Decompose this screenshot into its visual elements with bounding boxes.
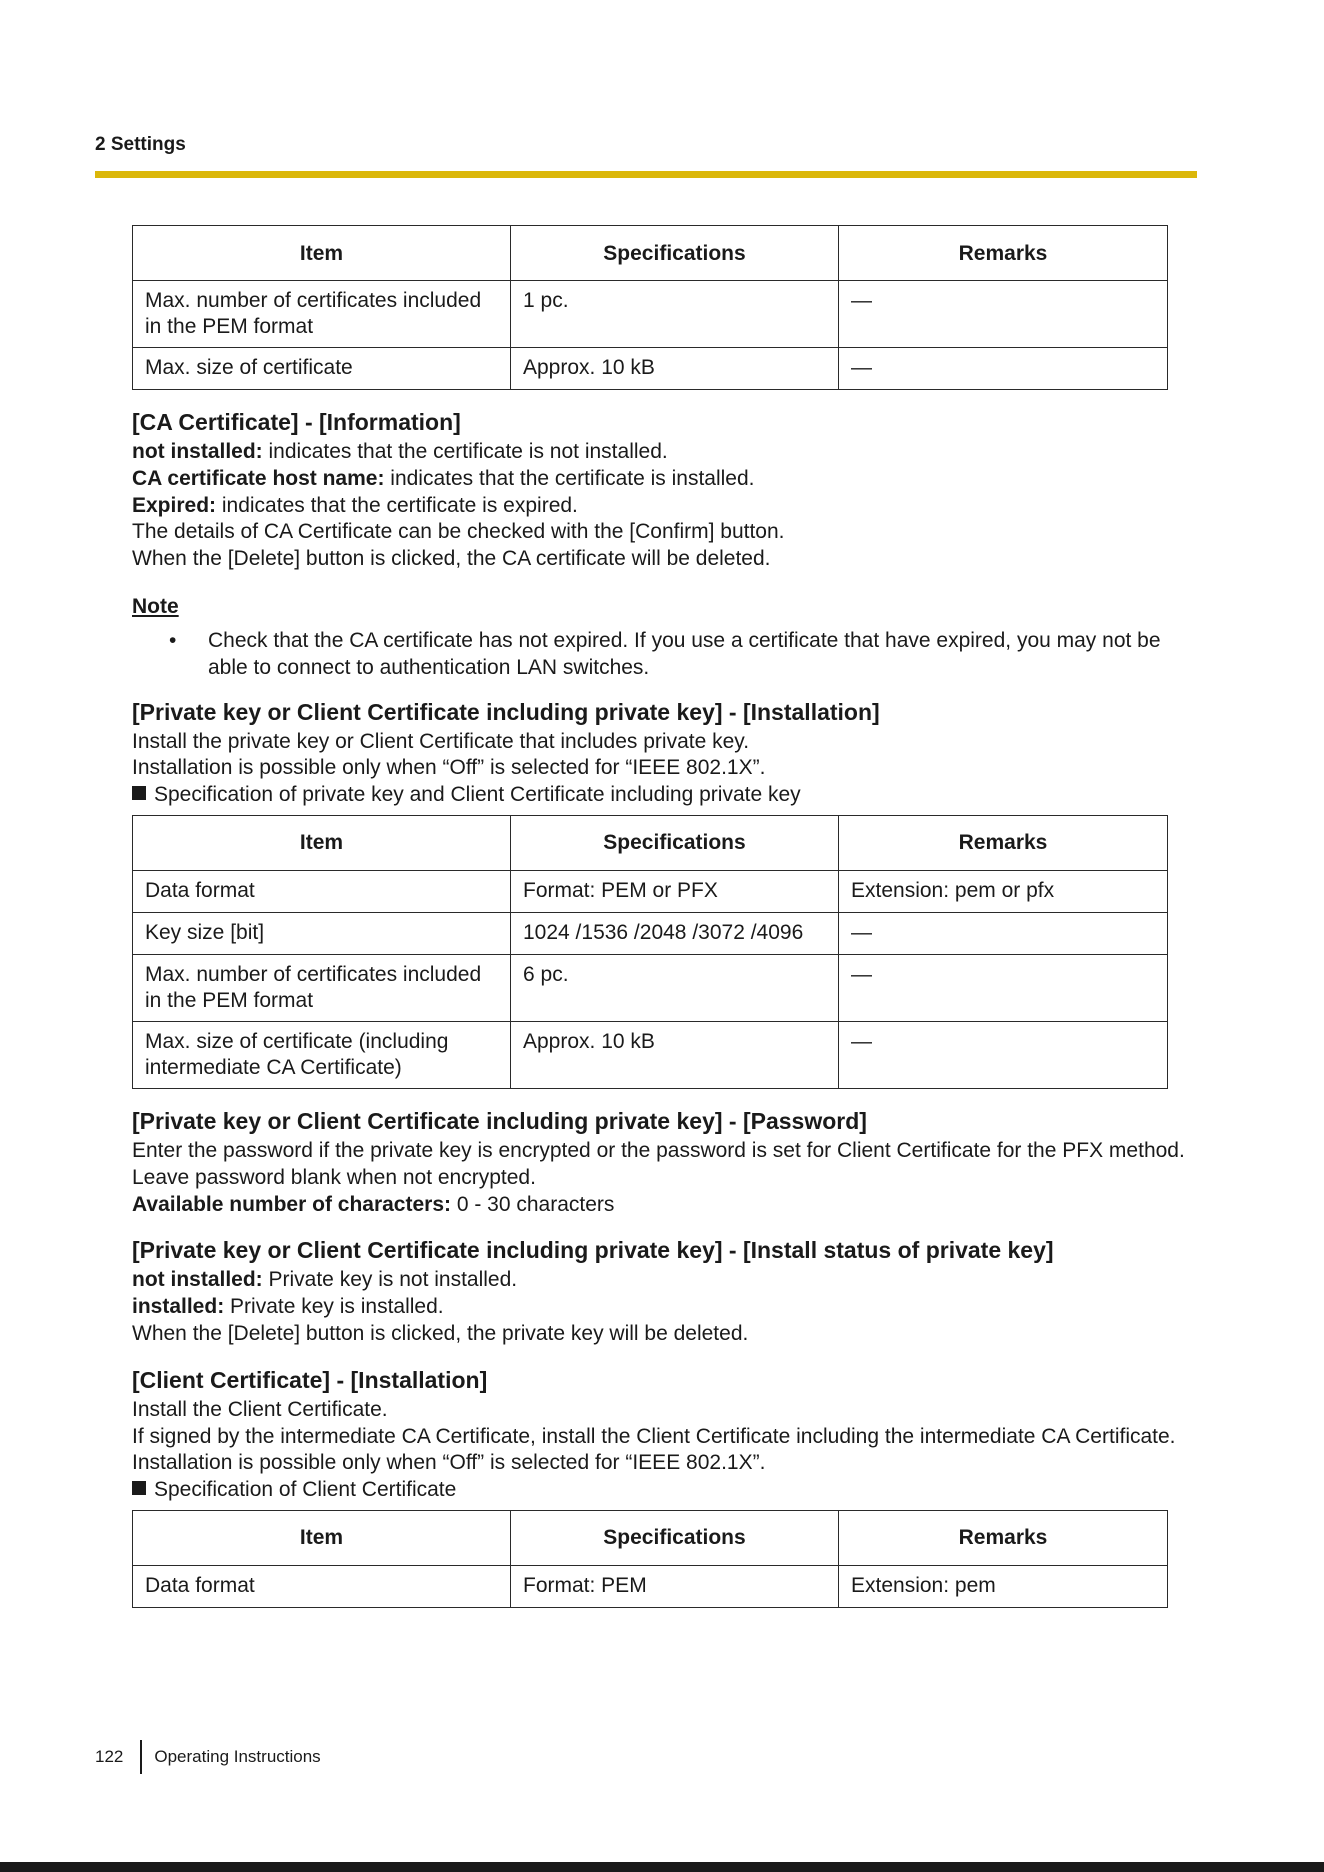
column-header-remarks: Remarks — [839, 226, 1168, 281]
column-header-remarks: Remarks — [839, 1510, 1168, 1565]
table-cell: 6 pc. — [511, 954, 839, 1021]
text-line — [132, 493, 1192, 520]
bullet-icon: • — [169, 628, 177, 652]
table-cell: — — [839, 281, 1168, 348]
term-label: not installed: — [132, 1268, 263, 1292]
table-cell: — — [839, 954, 1168, 1021]
term-description: indicates that the certificate is expired. — [216, 493, 578, 517]
table-cell: — — [839, 912, 1168, 954]
text-line: The details of CA Certificate can be checked with the [Confirm] button. — [132, 520, 785, 544]
install-status-text — [132, 1267, 1192, 1347]
table-cell: 1 pc. — [511, 281, 839, 348]
text-line: Enter the password if the private key is encrypted or the password is set for Client Certificate for the PFX method. Leave password blank when not encrypted. — [132, 1138, 1185, 1189]
spec-line-text: Specification of private key and Client Certificate including private key — [154, 783, 801, 807]
section-heading-private-key-installation: [Private key or Client Certificate including private key] - [Installation] — [132, 698, 880, 725]
client-certificate-spec-table — [132, 1510, 1168, 1608]
page-footer — [95, 1740, 321, 1774]
footer-divider — [140, 1740, 142, 1774]
table-header-row — [133, 1510, 1168, 1565]
term-description: indicates that the certificate is not installed. — [262, 440, 668, 463]
text-line — [132, 1267, 1192, 1294]
column-header-specifications: Specifications — [511, 226, 839, 281]
note-bullet-item — [132, 628, 1192, 682]
term-description: indicates that the certificate is installed. — [384, 466, 755, 490]
table-header-row — [133, 226, 1168, 281]
term-description: Private key is installed. — [224, 1295, 444, 1319]
table-cell: Approx. 10 kB — [511, 348, 839, 390]
text-line — [132, 1192, 1192, 1219]
spec-line — [132, 782, 1192, 809]
password-text — [132, 1138, 1192, 1218]
table-cell: Approx. 10 kB — [511, 1021, 839, 1088]
text-line: When the [Delete] button is clicked, the CA certificate will be deleted. — [132, 547, 771, 571]
column-header-item: Item — [133, 226, 511, 281]
table-cell: 1024 /1536 /2048 /3072 /4096 — [511, 912, 839, 954]
text-line: Installation is possible only when “Off” is selected for “IEEE 802.1X”. — [132, 1451, 766, 1475]
section-heading-password: [Private key or Client Certificate including private key] - [Password] — [132, 1107, 867, 1134]
term-label: CA certificate host name: — [132, 466, 385, 490]
column-header-item: Item — [133, 1510, 511, 1565]
term-description: 0 - 30 characters — [451, 1192, 615, 1216]
header-rule — [95, 171, 1197, 178]
term-label: Expired: — [132, 493, 217, 517]
term-label: Available number of characters: — [132, 1192, 451, 1216]
term-label: installed: — [132, 1295, 225, 1319]
table-cell: — — [839, 1021, 1168, 1088]
text-line — [132, 1294, 1192, 1321]
table-cell: Max. number of certificates included in the PEM format — [133, 954, 511, 1021]
term-label: not installed: — [132, 440, 263, 463]
table-cell: Key size [bit] — [133, 912, 511, 954]
table-row — [133, 1021, 1168, 1088]
text-line: If signed by the intermediate CA Certificate, install the Client Certificate including the intermediate CA Certificate. — [132, 1424, 1176, 1448]
table-cell: — — [839, 348, 1168, 390]
section-heading-client-installation: [Client Certificate] - [Installation] — [132, 1366, 488, 1393]
term-description: Private key is not installed. — [262, 1268, 518, 1292]
text-line: Install the private key or Client Certificate that includes private key. — [132, 729, 750, 753]
text-line — [132, 439, 1192, 466]
bottom-edge-band — [0, 1862, 1324, 1872]
table-cell: Format: PEM — [511, 1565, 839, 1607]
table-cell: Max. number of certificates included in the PEM format — [133, 281, 511, 348]
column-header-specifications: Specifications — [511, 815, 839, 870]
certificate-spec-table — [132, 225, 1168, 390]
client-installation-text — [132, 1397, 1192, 1504]
section-heading-install-status: [Private key or Client Certificate including private key] - [Install status of private key] — [132, 1237, 1054, 1264]
table-cell: Max. size of certificate — [133, 348, 511, 390]
text-line: Installation is possible only when “Off” is selected for “IEEE 802.1X”. — [132, 756, 766, 780]
table-row — [133, 954, 1168, 1021]
table-header-row — [133, 815, 1168, 870]
ca-information-text — [132, 439, 1192, 573]
table-cell: Data format — [133, 870, 511, 912]
chapter-heading: 2 Settings — [95, 134, 186, 155]
table-cell: Extension: pem or pfx — [839, 870, 1168, 912]
table-row — [133, 912, 1168, 954]
column-header-item: Item — [133, 815, 511, 870]
private-key-installation-text — [132, 729, 1192, 809]
column-header-remarks: Remarks — [839, 815, 1168, 870]
text-line — [132, 466, 1192, 493]
page-number: 122 — [95, 1747, 124, 1766]
footer-title: Operating Instructions — [154, 1747, 321, 1766]
column-header-specifications: Specifications — [511, 1510, 839, 1565]
spec-line-text: Specification of Client Certificate — [154, 1478, 457, 1502]
table-cell: Extension: pem — [839, 1565, 1168, 1607]
table-row — [133, 281, 1168, 348]
table-cell: Data format — [133, 1565, 511, 1607]
note-text: Check that the CA certificate has not expired. If you use a certificate that have expired, you may not be able to connect to authentication LAN switches. — [208, 628, 1161, 679]
spec-line — [132, 1477, 1192, 1504]
table-cell: Format: PEM or PFX — [511, 870, 839, 912]
private-key-spec-table — [132, 815, 1168, 1089]
section-heading-ca-information: [CA Certificate] - [Information] — [132, 409, 461, 435]
table-row — [133, 348, 1168, 390]
square-bullet-icon — [132, 1481, 146, 1495]
text-line: Install the Client Certificate. — [132, 1397, 388, 1421]
table-cell: Max. size of certificate (including intermediate CA Certificate) — [133, 1021, 511, 1088]
page-content — [132, 225, 1192, 1608]
table-row — [133, 870, 1168, 912]
square-bullet-icon — [132, 786, 146, 800]
note-title: Note — [132, 594, 179, 618]
table-row — [133, 1565, 1168, 1607]
text-line: When the [Delete] button is clicked, the private key will be deleted. — [132, 1321, 749, 1345]
